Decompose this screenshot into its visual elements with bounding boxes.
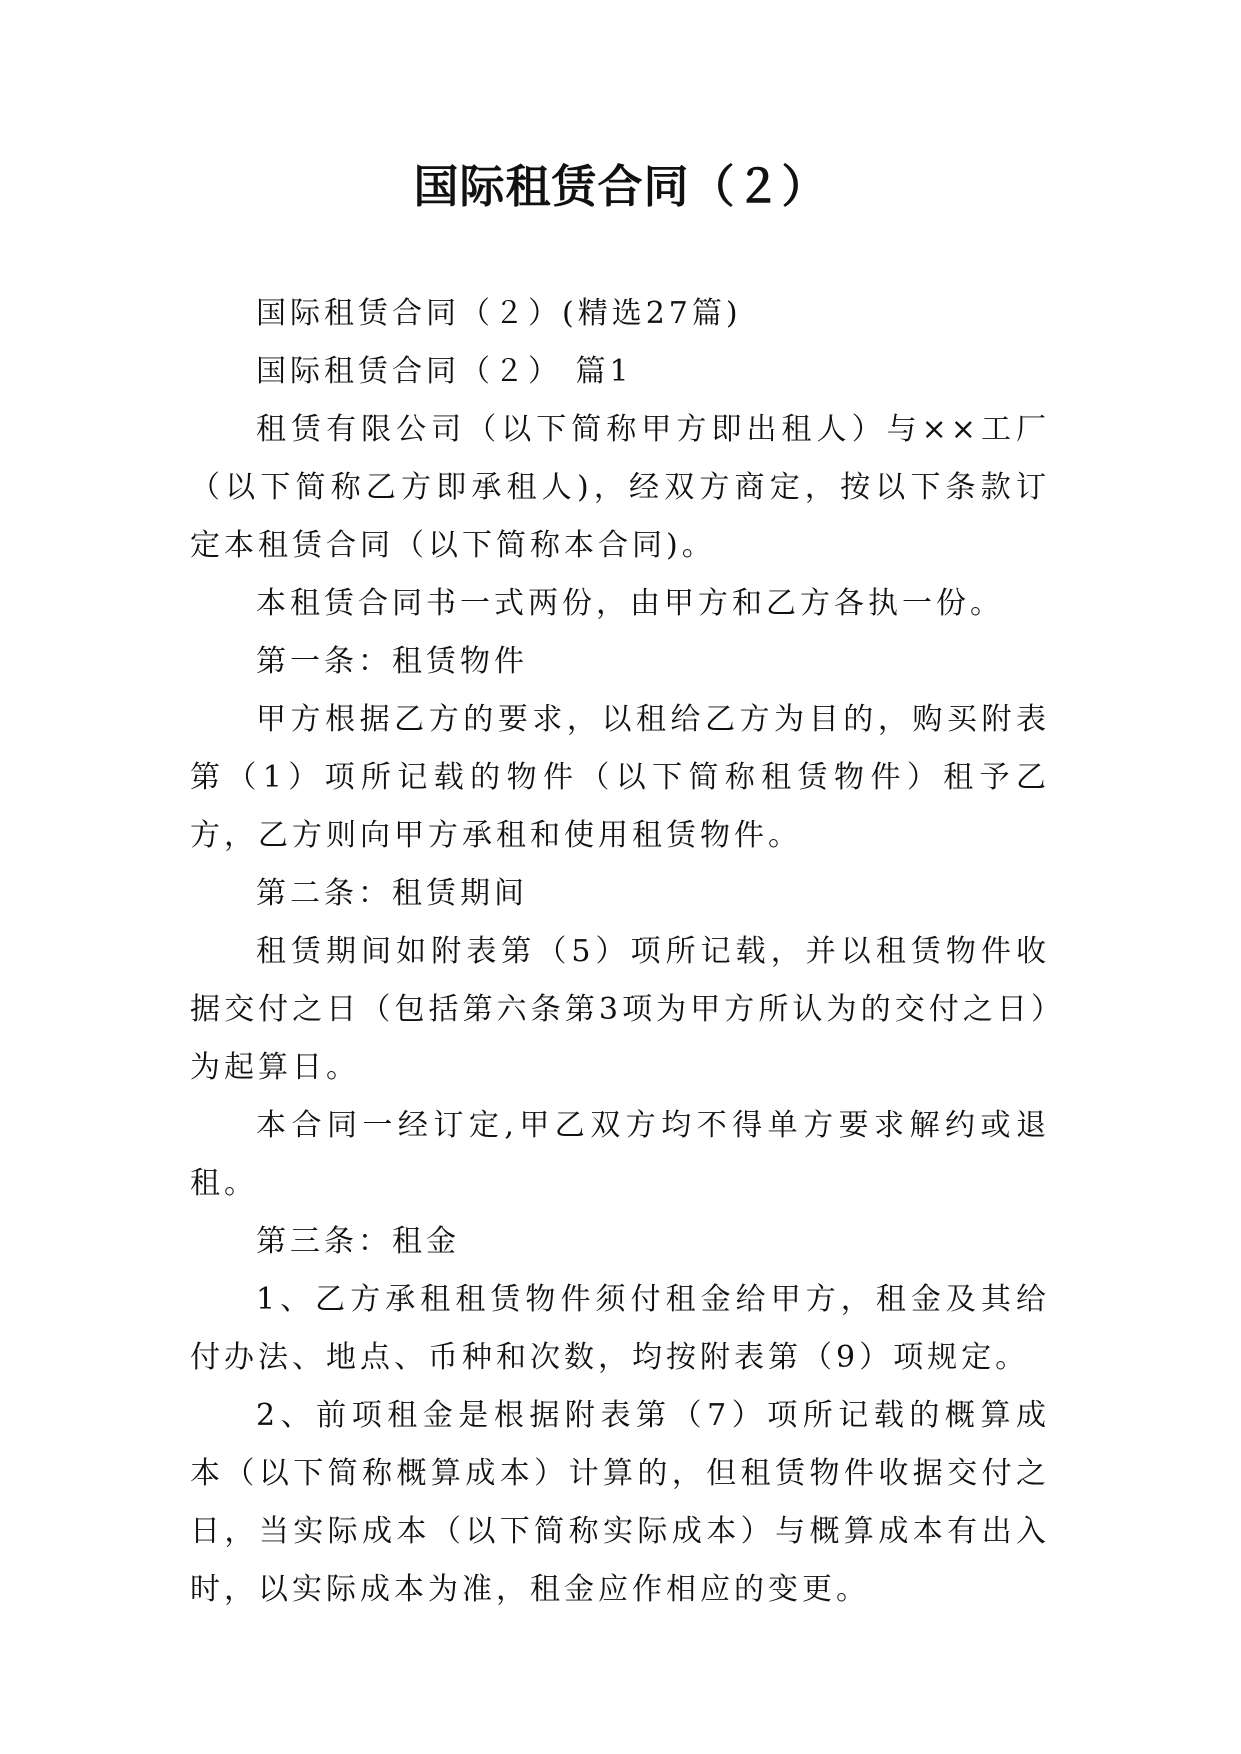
article-3-item-2: 2、前项租金是根据附表第（7）项所记载的概算成本（以下简称概算成本）计算的，但租赁物件收据交付之日，当实际成本（以下简称实际成本）与概算成本有出入时，以实际成本为准，租金应作相应的变更。	[190, 1398, 1050, 1607]
paragraph-parties: 租赁有限公司（以下简称甲方即出租人）与××工厂（以下简称乙方即承租人)，经双方商定，按以下条款订定本租赁合同（以下简称本合同)。	[190, 412, 1050, 563]
paragraph-section-heading: 国际租赁合同（２） 篇1	[256, 354, 633, 389]
article-2-heading: 第二条：租赁期间	[256, 876, 528, 911]
document-body	[190, 285, 1050, 1619]
article-2-body: 租赁期间如附表第（5）项所记载，并以租赁物件收据交付之日（包括第六条第3项为甲方所认为的交付之日）为起算日。	[190, 934, 1050, 1085]
paragraph-subtitle: 国际租赁合同（２）(精选27篇)	[256, 296, 742, 331]
article-1-body: 甲方根据乙方的要求，以租给乙方为目的，购买附表第（1）项所记载的物件（以下简称租赁物件）租予乙方，乙方则向甲方承租和使用租赁物件。	[190, 702, 1050, 853]
document-title: 国际租赁合同（２）	[413, 160, 828, 213]
article-3-item-1: 1、乙方承租租赁物件须付租金给甲方，租金及其给付办法、地点、币种和次数，均按附表第（9）项规定。	[190, 1282, 1050, 1375]
article-2-note: 本合同一经订定,甲乙双方均不得单方要求解约或退租。	[190, 1108, 1050, 1201]
paragraph-copies: 本租赁合同书一式两份，由甲方和乙方各执一份。	[256, 586, 1004, 621]
article-1-heading: 第一条：租赁物件	[256, 644, 528, 679]
article-3-heading: 第三条：租金	[256, 1224, 460, 1259]
